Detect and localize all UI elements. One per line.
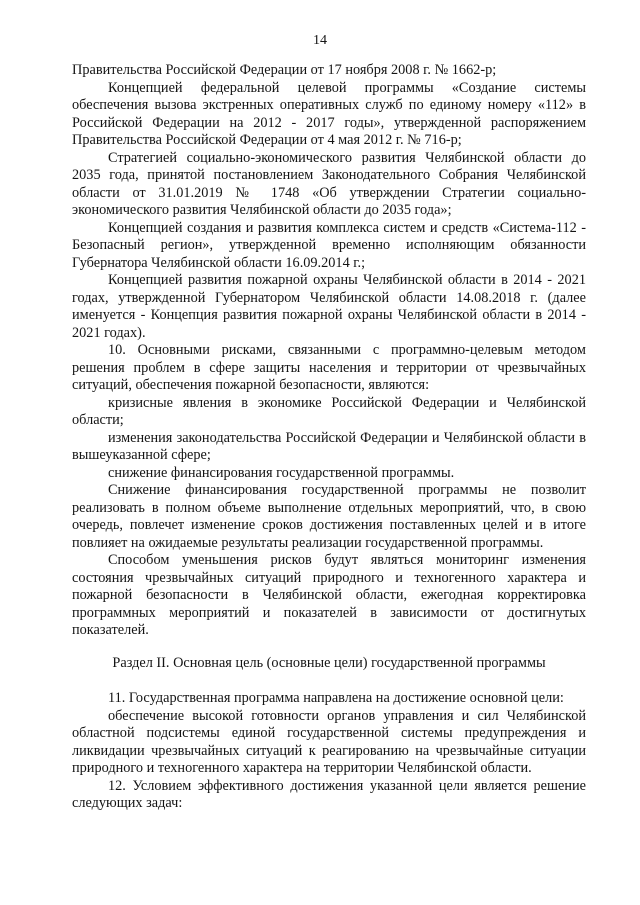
paragraph-fire-protection-concept: Концепцией развития пожарной охраны Челябинской области в 2014 - 2021 годах, утвержденной Губернатором Челябинской области 14.08.2018 г. (далее именуется - Концепция развития пожарной охраны Челябинской области в 2014 - 2021 годах). <box>72 272 586 341</box>
paragraph-safe-region: Концепцией создания и развития комплекса систем и средств «Система-112 - Безопасный регион», утвержденной временно исполняющим обязанности Губернатора Челябинской области 16.09.2014 г.; <box>72 219 586 271</box>
paragraph-item-11: 11. Государственная программа направлена на достижение основной цели: <box>108 690 564 706</box>
paragraph-concept-112: Концепцией федеральной целевой программы «Создание системы обеспечения вызова экстренных оперативных служб по единому номеру «112» в Российской Федерации на 2012 - 2017 годы», утвержденной распоряжением Правительства Российской Федерации от 4 мая 2012 г. № 716-р; <box>72 79 586 148</box>
page-number: 14 <box>313 33 327 48</box>
paragraph-risks-item-10: 10. Основными рисками, связанными с программно-целевым методом решения проблем в сфере защиты населения и территории от чрезвычайных ситуаций, обеспечения пожарной безопасности, являются: <box>72 342 586 393</box>
paragraph-risk-mitigation: Способом уменьшения рисков будут являться мониторинг изменения состояния чрезвычайных ситуаций природного и техногенного характера и пожарной безопасности в Челябинской области, ежегодная корректировка программных мероприятий и показателей в зависимости от достигнутых показателей. <box>72 552 586 638</box>
paragraph-risk-legislation: изменения законодательства Российской Федерации и Челябинской области в вышеуказанной сфере; <box>72 429 586 463</box>
paragraph-risk-crisis: кризисные явления в экономике Российской Федерации и Челябинской области; <box>72 394 586 428</box>
paragraph-continuation: Правительства Российской Федерации от 17 ноября 2008 г. № 1662-р; <box>72 62 497 78</box>
paragraph-funding-consequences: Снижение финансирования государственной программы не позволит реализовать в полном объеме выполнение отдельных мероприятий, что, в свою очередь, повлечет изменение сроков достижения поставленных целей и в итоге повлияет на ожидаемые результаты реализации государственной программы. <box>72 482 586 551</box>
paragraph-main-goal: обеспечение высокой готовности органов управления и сил Челябинской областной подсистемы единой государственной системы предупреждения и ликвидации чрезвычайных ситуаций к реагированию на чрезвычайные ситуации природного и техногенного характера на территории Челябинской области. <box>72 707 586 776</box>
paragraph-risk-funding: снижение финансирования государственной программы. <box>108 464 455 481</box>
paragraph-strategy-2035: Стратегией социально-экономического развития Челябинской области до 2035 года, принятой постановлением Законодательного Собрания Челябинской области от 31.01.2019 № 1748 «Об утверждении Стратегии социально-экономического развития Челябинской области до 2035 года»; <box>72 149 586 218</box>
section-heading: Раздел II. Основная цель (основные цели) государственной программы <box>112 654 546 671</box>
paragraph-item-12: 12. Условием эффективного достижения указанной цели является решение следующих задач: <box>72 777 586 811</box>
document-body <box>72 62 586 813</box>
